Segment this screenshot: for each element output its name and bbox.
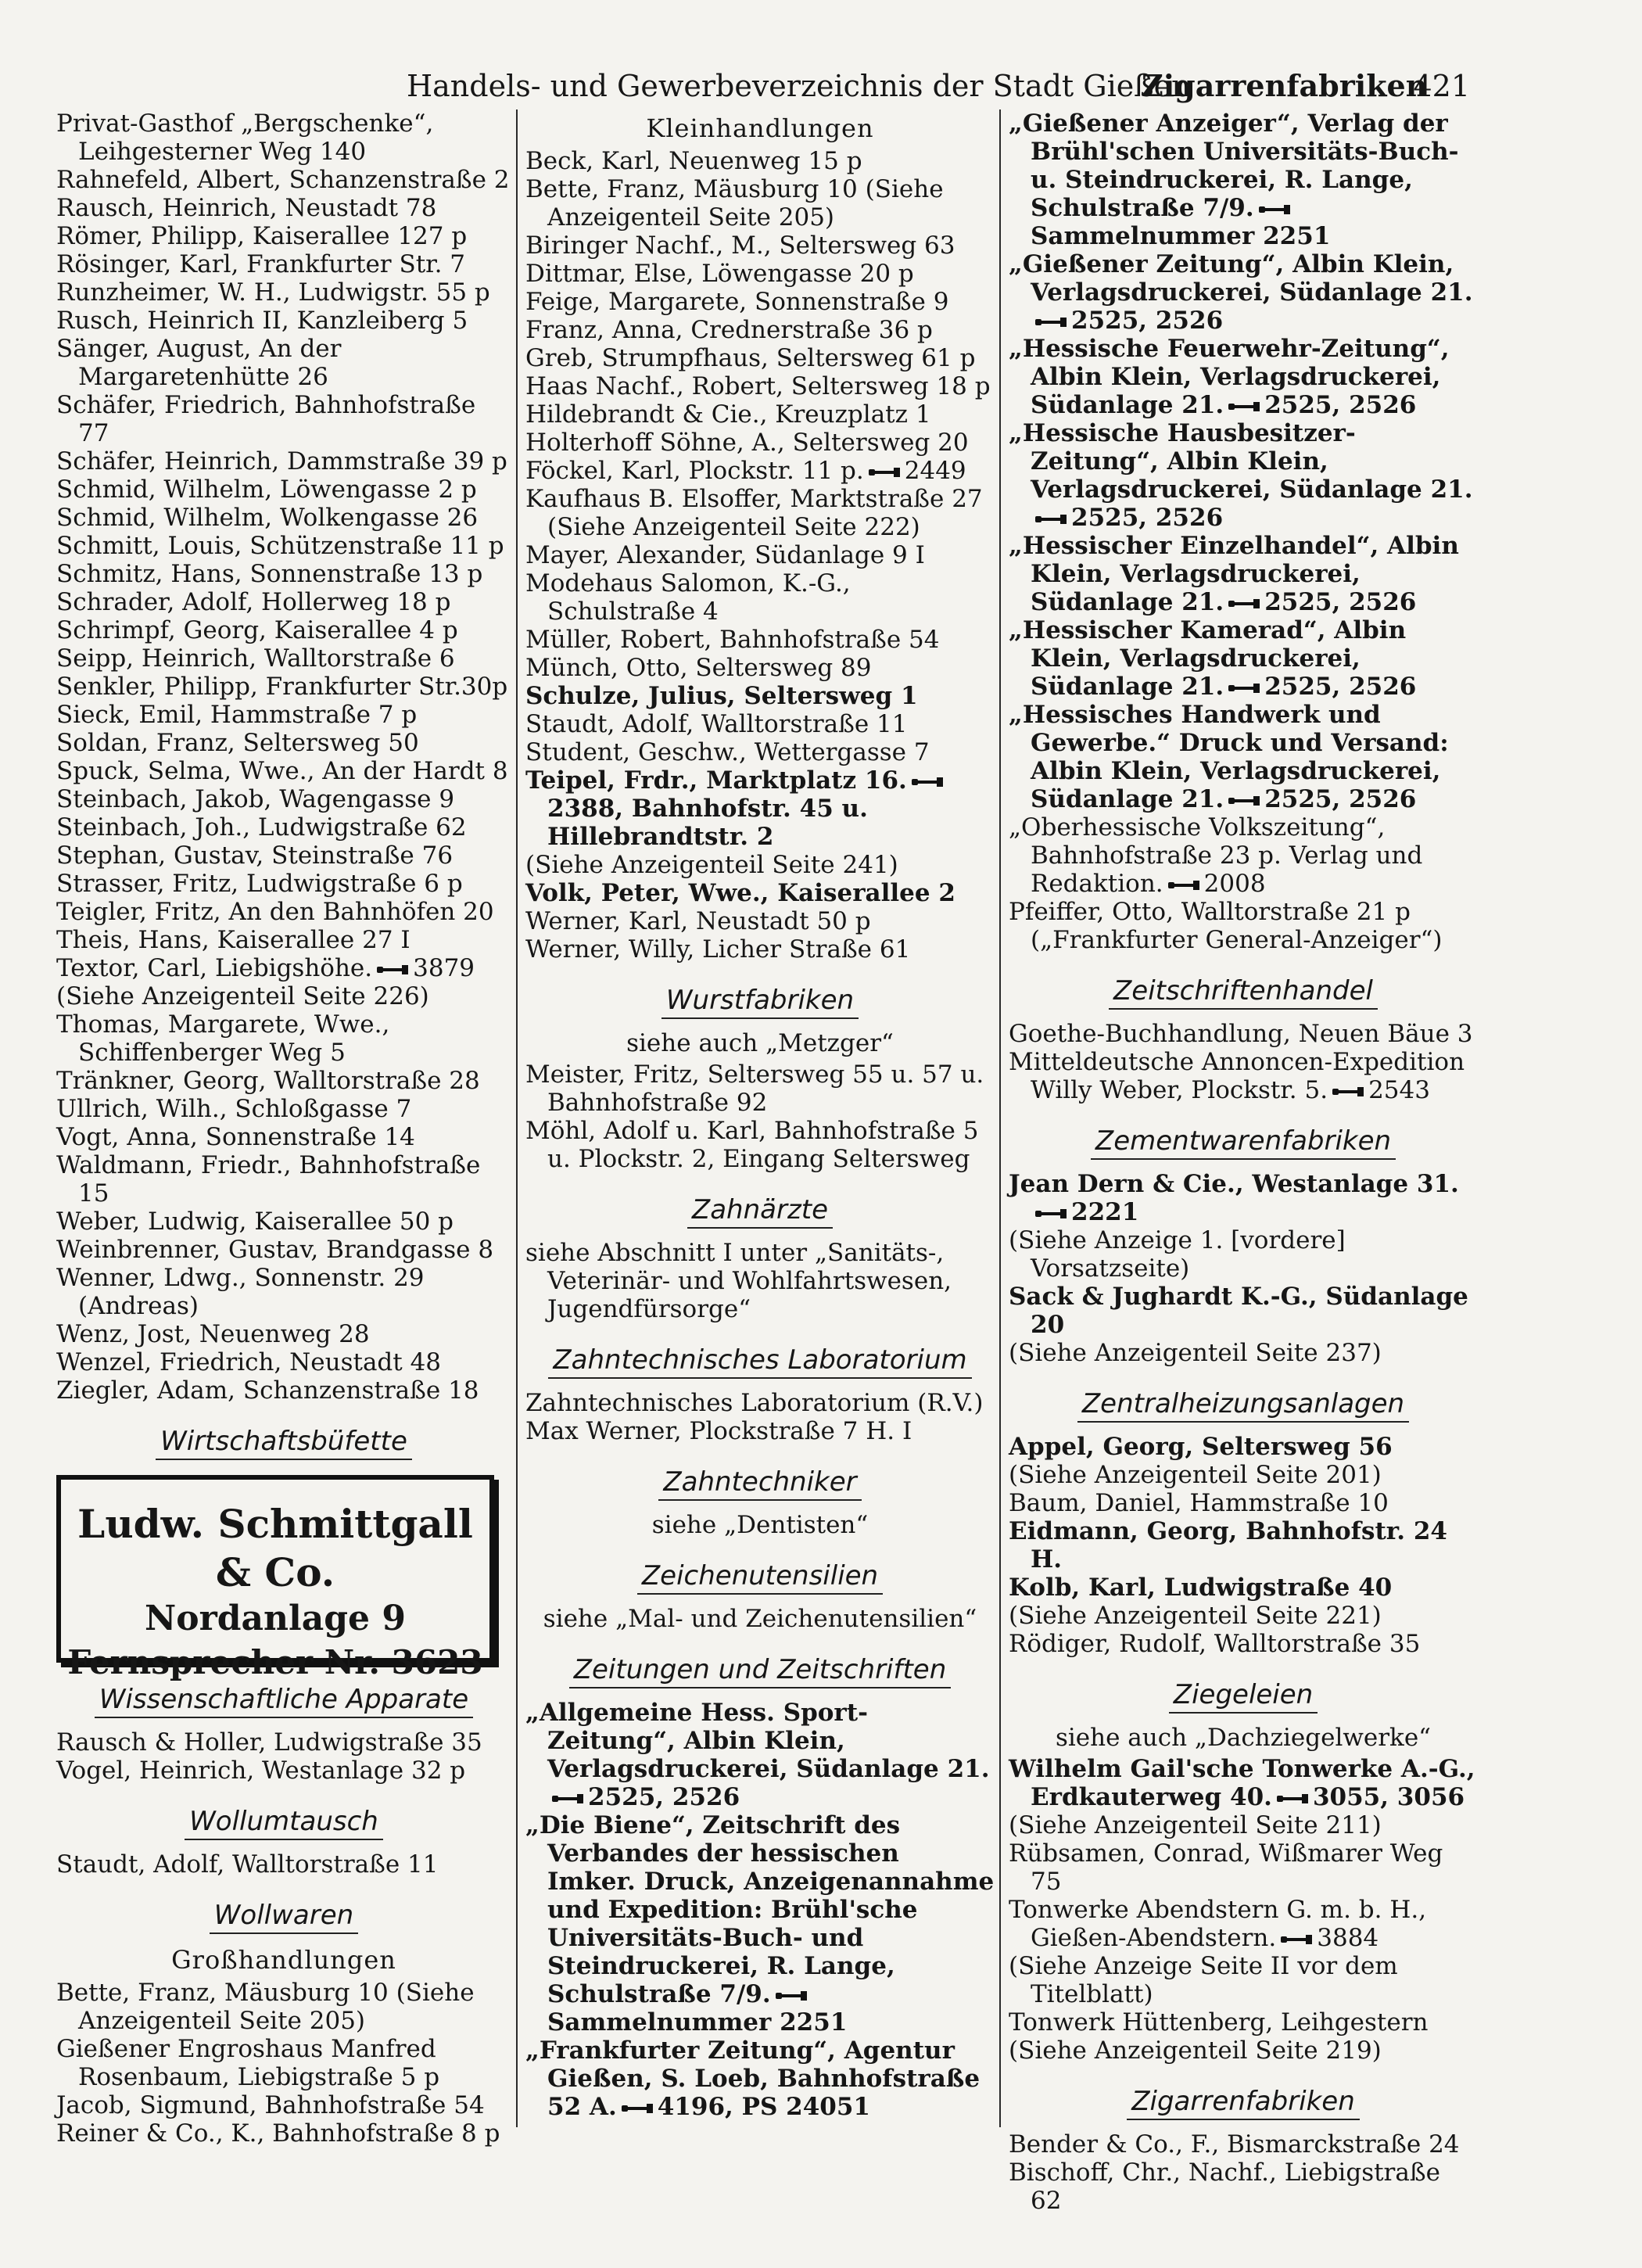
telephone-handset-icon xyxy=(1257,203,1292,217)
entry-text: „Hessische Hausbesitzer-Zeitung“, Albin Klein, Verlagsdruckerei, Südanlage 21. xyxy=(1009,419,1473,504)
directory-entry: Schmitt, Louis, Schützenstraße 11 p xyxy=(56,532,504,560)
directory-entry: Staudt, Adolf, Walltorstraße 11 xyxy=(525,710,908,738)
directory-entry: Hildebrandt & Cie., Kreuzplatz 1 xyxy=(525,400,931,429)
entry-text: Tonwerke Abendstern G. m. b. H., Gießen-Abendstern. xyxy=(1009,1896,1427,1952)
telephone-handset-icon xyxy=(774,1989,808,2003)
directory-entry: Rausch & Holler, Ludwigstraße 35 xyxy=(56,1728,482,1757)
phone-number: Sammelnummer 2251 xyxy=(547,2008,848,2037)
directory-entry: Waldmann, Friedr., Bahnhofstraße 15 xyxy=(56,1151,481,1208)
section-title: Ziegeleien xyxy=(1169,1679,1318,1714)
page-number: 421 xyxy=(1413,69,1470,103)
entry-text: Teipel, Frdr., Marktplatz 16. xyxy=(525,766,907,795)
entry-giessener-anzeiger xyxy=(1009,109,1478,250)
directory-entry: Dittmar, Else, Löwengasse 20 p xyxy=(525,260,914,288)
phone-number: 2525, 2526 xyxy=(588,1783,740,1811)
telephone-handset-icon xyxy=(1227,681,1261,695)
phone-number: 3879 xyxy=(413,954,475,982)
directory-entry: Max Werner, Plockstraße 7 H. I xyxy=(525,1417,912,1445)
entry-text: „Oberhessische Volkszeitung“, Bahnhofstraße 23 p. Verlag und Redaktion. xyxy=(1009,813,1423,898)
section-heading-wollwaren xyxy=(56,1899,511,1932)
phone-number: 2525, 2526 xyxy=(1264,588,1417,616)
phone-number: Sammelnummer 2251 xyxy=(1031,222,1331,250)
phone-number: 3055, 3056 xyxy=(1312,1783,1465,1811)
entry-textor xyxy=(56,954,511,982)
entries-zigarren xyxy=(1009,2130,1478,2215)
entry-volkszeitung xyxy=(1009,813,1478,898)
section-heading-ziegeleien xyxy=(1009,1678,1478,1711)
section-heading-zigarrenfabriken xyxy=(1009,2085,1478,2118)
entry-kamerad xyxy=(1009,616,1478,701)
entry-pfeiffer: Pfeiffer, Otto, Walltorstraße 21 p („Frankfurter General-Anzeiger“) xyxy=(1009,898,1443,954)
telephone-handset-icon xyxy=(550,1792,585,1806)
directory-entry: Müller, Robert, Bahnhofstraße 54 xyxy=(525,626,940,654)
directory-entry: Gießener Engroshaus Manfred Rosenbaum, Liebigstraße 5 p xyxy=(56,2035,440,2091)
ad-phone: Fernsprecher Nr. 3623 xyxy=(67,1643,483,1681)
entries-t-z xyxy=(56,1010,511,1405)
entry-gail xyxy=(1009,1755,1478,1811)
entry-handwerk xyxy=(1009,701,1478,813)
running-section: Zigarrenfabriken xyxy=(1142,68,1428,103)
entry-sack: Sack & Jughardt K.-G., Südanlage 20 xyxy=(1009,1283,1468,1339)
phone-number: 4196, PS 24051 xyxy=(657,2093,870,2121)
see-also: siehe Abschnitt I unter „Sanitäts-, Veterinär- und Wohlfahrtswesen, Jugendfürsorge“ xyxy=(525,1239,952,1323)
entry-text: „Hessischer Kamerad“, Albin Klein, Verlagsdruckerei, Südanlage 21. xyxy=(1009,616,1407,701)
section-heading-zementwaren xyxy=(1009,1125,1478,1157)
phone-number: 2525, 2526 xyxy=(1071,307,1224,335)
directory-entry: Senkler, Philipp, Frankfurter Str.30p xyxy=(56,673,508,701)
directory-entry: Schmid, Wilhelm, Wolkengasse 26 xyxy=(56,504,479,532)
directory-entry: Weber, Ludwig, Kaiserallee 50 p xyxy=(56,1208,454,1236)
section-heading-zahntechniker xyxy=(525,1466,995,1498)
telephone-handset-icon xyxy=(1275,1792,1310,1806)
directory-entry: Schmitz, Hans, Sonnenstraße 13 p xyxy=(56,560,483,588)
entry-eidmann: Eidmann, Georg, Bahnhofstr. 24 H. xyxy=(1009,1517,1447,1574)
entries-s-t xyxy=(56,109,511,954)
entry-note: (Siehe Anzeigenteil Seite 241) xyxy=(525,851,898,879)
phone-number: 2008 xyxy=(1203,870,1266,898)
directory-entry: Modehaus Salomon, K.-G., Schulstraße 4 xyxy=(525,569,851,626)
directory-entry: Vogel, Heinrich, Westanlage 32 p xyxy=(56,1757,466,1785)
entry-einzelhandel xyxy=(1009,532,1478,616)
directory-entry: Soldan, Franz, Seltersweg 50 xyxy=(56,729,419,757)
section-title: Zeitschriftenhandel xyxy=(1109,975,1378,1010)
section-title: Wirtschaftsbüfette xyxy=(156,1426,412,1460)
column-2 xyxy=(525,109,995,2121)
section-heading-wollumtausch xyxy=(56,1805,511,1838)
phone-number: 2221 xyxy=(1071,1198,1139,1226)
directory-entry: Staudt, Adolf, Walltorstraße 11 xyxy=(56,1850,439,1879)
column-rule-1 xyxy=(516,109,518,2127)
directory-entry: Weinbrenner, Gustav, Brandgasse 8 xyxy=(56,1236,494,1264)
entry-text: „Die Biene“, Zeitschrift des Verbandes der hessischen Imker. Druck, Anzeigenannahme und Expedition: Brühl'sche Universitäts-Buch- und Steindruckerei, R. Lange, Schulstraße 7/9. xyxy=(525,1811,995,2008)
column-1 xyxy=(56,109,511,2148)
section-heading-wirtschaftsbuefette xyxy=(56,1425,511,1458)
entry-text: „Hessischer Einzelhandel“, Albin Klein, Verlagsdruckerei, Südanlage 21. xyxy=(1009,532,1459,616)
section-heading-apparate xyxy=(56,1683,511,1716)
directory-entry: Rahnefeld, Albert, Schanzenstraße 2 xyxy=(56,166,510,194)
entry-baum: Baum, Daniel, Hammstraße 10 xyxy=(1009,1489,1389,1517)
telephone-handset-icon xyxy=(1331,1085,1365,1099)
directory-entry: Werner, Willy, Licher Straße 61 xyxy=(525,935,911,964)
entry-text: „Hessisches Handwerk und Gewerbe.“ Druck und Versand: Albin Klein, Verlagsdruckerei, Südanlage 21. xyxy=(1009,701,1449,813)
directory-entry: Theis, Hans, Kaiserallee 27 I xyxy=(56,926,410,954)
directory-entry: Beck, Karl, Neuenweg 15 p xyxy=(525,147,862,175)
section-title: Zementwarenfabriken xyxy=(1091,1125,1396,1160)
directory-entry: Steinbach, Jakob, Wagengasse 9 xyxy=(56,785,455,813)
entries-zahnlabor xyxy=(525,1389,995,1445)
directory-entry: Sieck, Emil, Hammstraße 7 p xyxy=(56,701,418,729)
entry-text: „Allgemeine Hess. Sport-Zeitung“, Albin Klein, Verlagsdruckerei, Südanlage 21. xyxy=(525,1699,990,1783)
entry-note: (Siehe Anzeigenteil Seite 219) xyxy=(1009,2037,1382,2065)
directory-entry: Runzheimer, W. H., Ludwigstr. 55 p xyxy=(56,278,490,307)
entries-wurst xyxy=(525,1060,995,1173)
entry-note: (Siehe Anzeigenteil Seite 211) xyxy=(1009,1811,1382,1839)
directory-entry: Wenz, Jost, Neuenweg 28 xyxy=(56,1320,370,1348)
directory-entry: Münch, Otto, Seltersweg 89 xyxy=(525,654,872,682)
directory-entry: Rusch, Heinrich II, Kanzleiberg 5 xyxy=(56,307,468,335)
directory-entry: Meister, Fritz, Seltersweg 55 u. 57 u. Bahnhofstraße 92 xyxy=(525,1060,984,1117)
directory-entry: Schäfer, Friedrich, Bahnhofstraße 77 xyxy=(56,391,476,447)
entry-text: Föckel, Karl, Plockstr. 11 p. xyxy=(525,457,864,485)
directory-entry: Schrader, Adolf, Hollerweg 18 p xyxy=(56,588,451,616)
directory-entry: Möhl, Adolf u. Karl, Bahnhofstraße 5 u. Plockstr. 2, Eingang Seltersweg xyxy=(525,1117,979,1173)
telephone-handset-icon xyxy=(1227,400,1261,414)
ad-company: Ludw. Schmittgall & Co. xyxy=(77,1501,473,1595)
directory-entry: Wenner, Ldwg., Sonnenstr. 29 (Andreas) xyxy=(56,1264,425,1320)
telephone-handset-icon xyxy=(375,963,410,977)
telephone-handset-icon xyxy=(1034,315,1068,329)
directory-entry: Strasser, Fritz, Ludwigstraße 6 p xyxy=(56,870,463,898)
directory-entry: Römer, Philipp, Kaiserallee 127 p xyxy=(56,222,468,250)
directory-entry: Reiner & Co., K., Bahnhofstraße 8 p xyxy=(56,2119,500,2148)
entry-text: Mitteldeutsche Annoncen-Expedition Willy Weber, Plockstr. 5. xyxy=(1009,1048,1465,1104)
entry-giessener-zeitung xyxy=(1009,250,1478,335)
directory-entry: Jacob, Sigmund, Bahnhofstraße 54 xyxy=(56,2091,485,2119)
directory-entry: Haas Nachf., Robert, Seltersweg 18 p xyxy=(525,372,991,400)
running-title: Handels- und Gewerbeverzeichnis der Stadt Gießen xyxy=(407,69,1191,103)
entry-frankfurter-zeitung xyxy=(525,2037,995,2121)
directory-entry: Holterhoff Söhne, A., Seltersweg 20 xyxy=(525,429,969,457)
entries-klein-b xyxy=(525,485,995,682)
directory-entry: Teigler, Fritz, An den Bahnhöfen 20 xyxy=(56,898,494,926)
section-heading-zahnaerzte xyxy=(525,1193,995,1226)
directory-entry: Feige, Margarete, Sonnenstraße 9 xyxy=(525,288,949,316)
directory-entry: Seipp, Heinrich, Walltorstraße 6 xyxy=(56,644,455,673)
entries-klein-c xyxy=(525,710,995,766)
subheading-kleinhandlungen: Kleinhandlungen xyxy=(646,113,874,143)
directory-entry: Franz, Anna, Crednerstraße 36 p xyxy=(525,316,933,344)
section-title: Wollwaren xyxy=(210,1900,358,1934)
entry-schulze: Schulze, Julius, Seltersweg 1 xyxy=(525,682,918,710)
entry-goethe: Goethe-Buchhandlung, Neuen Bäue 3 xyxy=(1009,1020,1473,1048)
telephone-handset-icon xyxy=(1034,512,1068,526)
entry-ruebsamen: Rübsamen, Conrad, Wißmarer Weg 75 xyxy=(1009,1839,1443,1896)
telephone-handset-icon xyxy=(867,465,902,479)
directory-entry: Ziegler, Adam, Schanzenstraße 18 xyxy=(56,1376,479,1405)
section-title: Zigarrenfabriken xyxy=(1127,2086,1360,2120)
entry-abendstern xyxy=(1009,1896,1478,1952)
directory-entry: Privat-Gasthof „Bergschenke“, Leihgesterner Weg 140 xyxy=(56,109,434,166)
telephone-handset-icon xyxy=(620,2101,654,2115)
telephone-handset-icon xyxy=(1167,878,1201,892)
entry-annoncen xyxy=(1009,1048,1478,1104)
section-title: Zentralheizungsanlagen xyxy=(1077,1388,1409,1423)
phone-number: 2525, 2526 xyxy=(1071,504,1224,532)
section-heading-zahnlabor xyxy=(525,1344,995,1376)
telephone-handset-icon xyxy=(1034,1207,1068,1221)
directory-entry: Vogt, Anna, Sonnenstraße 14 xyxy=(56,1123,415,1151)
entries-klein-a xyxy=(525,147,995,457)
telephone-handset-icon xyxy=(1279,1932,1314,1947)
entry-text: Textor, Carl, Liebigshöhe. xyxy=(56,954,373,982)
entry-text: „Gießener Anzeiger“, Verlag der Brühl'schen Universitäts-Buch- u. Steindruckerei, R. Lange, Schulstraße 7/9. xyxy=(1009,109,1459,222)
phone-number: 2525, 2526 xyxy=(1264,673,1417,701)
column-rule-2 xyxy=(999,109,1001,2127)
entry-appel: Appel, Georg, Seltersweg 56 xyxy=(1009,1433,1393,1461)
section-title: Zahnärzte xyxy=(687,1194,833,1229)
see-also: siehe auch „Metzger“ xyxy=(626,1029,894,1057)
telephone-handset-icon xyxy=(1227,794,1261,808)
directory-entry: Schmid, Wilhelm, Löwengasse 2 p xyxy=(56,475,477,504)
directory-entry: Rösinger, Karl, Frankfurter Str. 7 xyxy=(56,250,466,278)
directory-entry: Schrimpf, Georg, Kaiserallee 4 p xyxy=(56,616,458,644)
directory-entry: Bette, Franz, Mäusburg 10 (Siehe Anzeigenteil Seite 205) xyxy=(56,1979,475,2035)
directory-entry: Bender & Co., F., Bismarckstraße 24 xyxy=(1009,2130,1460,2159)
telephone-handset-icon xyxy=(1227,597,1261,611)
section-title: Wurstfabriken xyxy=(661,985,859,1019)
entry-text: Jean Dern & Cie., Westanlage 31. xyxy=(1009,1170,1459,1198)
entry-text: „Gießener Zeitung“, Albin Klein, Verlagsdruckerei, Südanlage 21. xyxy=(1009,250,1473,307)
ad-address: Nordanlage 9 xyxy=(145,1599,406,1638)
phone-number: 2525, 2526 xyxy=(1264,391,1417,419)
directory-entry: Wenzel, Friedrich, Neustadt 48 xyxy=(56,1348,442,1376)
directory-entry: Greb, Strumpfhaus, Seltersweg 61 p xyxy=(525,344,976,372)
entries-apparate xyxy=(56,1728,511,1785)
section-title: Wissenschaftliche Apparate xyxy=(95,1684,473,1718)
page-header xyxy=(407,61,1470,111)
directory-entry: Zahntechnisches Laboratorium (R.V.) xyxy=(525,1389,984,1417)
entries-wollumtausch xyxy=(56,1850,511,1879)
directory-entry: Biringer Nachf., M., Seltersweg 63 xyxy=(525,231,955,260)
directory-entry: Stephan, Gustav, Steinstraße 76 xyxy=(56,842,454,870)
entry-text: „Frankfurter Zeitung“, Agentur Gießen, S. Loeb, Bahnhofstraße 52 A. xyxy=(525,2037,981,2121)
entry-note: (Siehe Anzeige 1. [vordere] Vorsatzseite) xyxy=(1009,1226,1346,1283)
entry-die-biene xyxy=(525,1811,995,2037)
directory-entry: Sänger, August, An der Margaretenhütte 26 xyxy=(56,335,342,391)
entry-text: , Bahnhofstr. 45 u. Hillebrandtstr. 2 xyxy=(547,795,868,851)
entry-volk: Volk, Peter, Wwe., Kaiserallee 2 xyxy=(525,879,955,907)
directory-entry: Bischoff, Chr., Nachf., Liebigstraße 62 xyxy=(1009,2159,1440,2215)
entry-huettenberg: Tonwerk Hüttenberg, Leihgestern xyxy=(1009,2008,1429,2037)
entry-hausbesitzer-zeitung xyxy=(1009,419,1478,532)
see-also: siehe auch „Dachziegelwerke“ xyxy=(1055,1724,1432,1752)
directory-entry: Rausch, Heinrich, Neustadt 78 xyxy=(56,194,437,222)
section-heading-zeitungen xyxy=(525,1653,995,1686)
directory-entry: Kaufhaus B. Elsoffer, Marktstraße 27 (Siehe Anzeigenteil Seite 222) xyxy=(525,485,983,541)
phone-number: 2388 xyxy=(547,795,615,823)
directory-entry: Steinbach, Joh., Ludwigstraße 62 xyxy=(56,813,467,842)
see-also: siehe „Dentisten“ xyxy=(651,1511,869,1539)
section-heading-zeichenutensilien xyxy=(525,1559,995,1592)
entry-note: (Siehe Anzeige Seite II vor dem Titelblatt) xyxy=(1009,1952,1398,2008)
directory-entry: Spuck, Selma, Wwe., An der Hardt 8 xyxy=(56,757,508,785)
directory-entry: Schäfer, Heinrich, Dammstraße 39 p xyxy=(56,447,507,475)
directory-entry: Thomas, Margarete, Wwe., Schiffenberger Weg 5 xyxy=(56,1010,390,1067)
phone-number: 2543 xyxy=(1368,1076,1430,1104)
section-title: Zahntechniker xyxy=(658,1466,861,1501)
entry-text: Wilhelm Gail'sche Tonwerke A.-G., Erdkauterweg 40. xyxy=(1009,1755,1475,1811)
directory-entry: Werner, Karl, Neustadt 50 p xyxy=(525,907,871,935)
section-title: Zeichenutensilien xyxy=(637,1560,883,1595)
entries-wollwaren xyxy=(56,1979,511,2148)
advertisement-box xyxy=(56,1475,494,1681)
phone-number: 3884 xyxy=(1317,1924,1379,1952)
entry-note: (Siehe Anzeigenteil Seite 237) xyxy=(1009,1339,1382,1367)
subheading-grosshandlungen: Großhandlungen xyxy=(171,1945,396,1975)
column-3 xyxy=(1009,109,1478,2215)
entry-kolb: Kolb, Karl, Ludwigstraße 40 xyxy=(1009,1574,1393,1602)
directory-entry: Ullrich, Wilh., Schloßgasse 7 xyxy=(56,1095,412,1123)
section-heading-zentralheizung xyxy=(1009,1387,1478,1420)
entries-klein-d xyxy=(525,907,995,964)
entry-note: (Siehe Anzeigenteil Seite 201) xyxy=(1009,1461,1382,1489)
section-title: Wollumtausch xyxy=(185,1806,383,1840)
directory-entry: Tränkner, Georg, Walltorstraße 28 xyxy=(56,1067,480,1095)
entry-text: „Hessische Feuerwehr-Zeitung“, Albin Klein, Verlagsdruckerei, Südanlage 21. xyxy=(1009,335,1450,419)
directory-entry: Mayer, Alexander, Südanlage 9 I xyxy=(525,541,925,569)
entry-note: (Siehe Anzeigenteil Seite 221) xyxy=(1009,1602,1382,1630)
directory-entry: Bette, Franz, Mäusburg 10 (Siehe Anzeigenteil Seite 205) xyxy=(525,175,944,231)
section-title: Zahntechnisches Laboratorium xyxy=(548,1344,971,1379)
section-heading-wurstfabriken xyxy=(525,984,995,1017)
telephone-handset-icon xyxy=(910,775,945,789)
see-also: siehe „Mal- und Zeichenutensilien“ xyxy=(543,1605,977,1633)
directory-entry: Student, Geschw., Wettergasse 7 xyxy=(525,738,930,766)
entry-roediger: Rödiger, Rudolf, Walltorstraße 35 xyxy=(1009,1630,1421,1658)
entry-feuerwehr-zeitung xyxy=(1009,335,1478,419)
section-title: Zeitungen und Zeitschriften xyxy=(569,1654,952,1688)
entry-foeckel xyxy=(525,457,995,485)
phone-number: 2449 xyxy=(904,457,966,485)
phone-number: 2525, 2526 xyxy=(1264,785,1417,813)
entry-sport-zeitung xyxy=(525,1699,995,1811)
entry-note: (Siehe Anzeigenteil Seite 226) xyxy=(56,982,429,1010)
entry-teipel xyxy=(525,766,995,851)
section-heading-zeitschriftenhandel xyxy=(1009,974,1478,1007)
entry-dern xyxy=(1009,1170,1478,1226)
